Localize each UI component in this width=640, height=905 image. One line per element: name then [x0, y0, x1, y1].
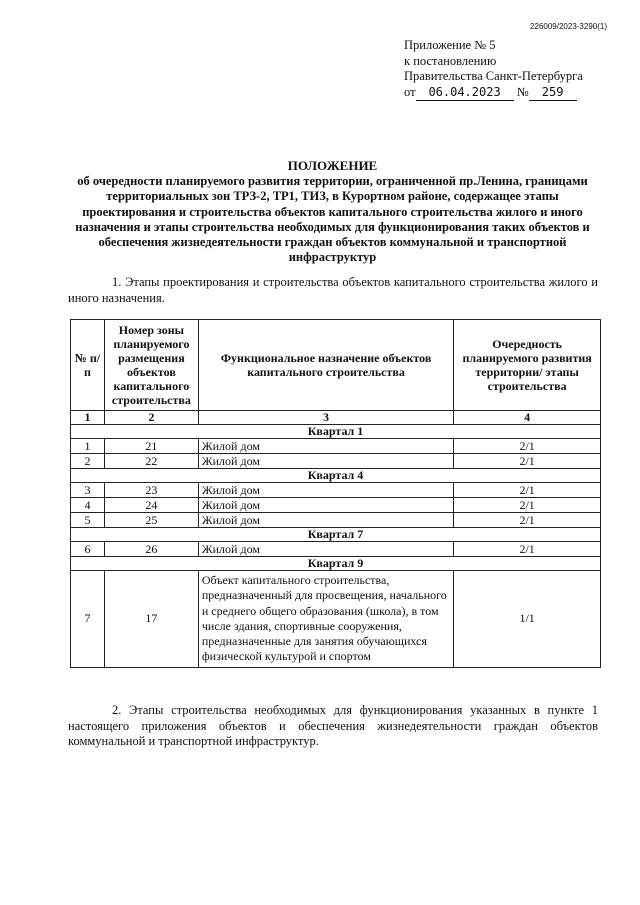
- row-number: 2: [71, 454, 105, 469]
- header-order: Очередность планируемого развития территории/ этапы строительства: [454, 320, 601, 411]
- appendix-line-2: к постановлению: [404, 53, 497, 68]
- appendix-block: [404, 38, 583, 101]
- purpose-cell: Жилой дом: [198, 542, 453, 557]
- purpose-cell: Жилой дом: [198, 439, 453, 454]
- quarter-row: [71, 528, 601, 542]
- stages-table: [70, 319, 601, 668]
- table-row: [71, 483, 601, 498]
- appendix-line-3: Правительства Санкт-Петербурга: [404, 69, 583, 83]
- order-cell: 1/1: [454, 571, 601, 668]
- col-number: 4: [454, 411, 601, 425]
- order-cell: 2/1: [454, 454, 601, 469]
- table-row: [71, 513, 601, 528]
- col-number: 1: [71, 411, 105, 425]
- purpose-cell: Жилой дом: [198, 498, 453, 513]
- order-cell: 2/1: [454, 439, 601, 454]
- row-number: 6: [71, 542, 105, 557]
- quarter-row: [71, 425, 601, 439]
- row-number: 4: [71, 498, 105, 513]
- quarter-label: Квартал 4: [71, 469, 601, 483]
- column-number-row: [71, 411, 601, 425]
- row-number: 1: [71, 439, 105, 454]
- order-cell: 2/1: [454, 483, 601, 498]
- document-title: [60, 158, 605, 265]
- purpose-cell: Жилой дом: [198, 483, 453, 498]
- table-header-row: [71, 320, 601, 411]
- header-purpose: Функциональное назначение объектов капитального строительства: [198, 320, 453, 411]
- quarter-label: Квартал 9: [71, 557, 601, 571]
- table-row: [71, 498, 601, 513]
- zone-number: 21: [104, 439, 198, 454]
- purpose-cell: Жилой дом: [198, 513, 453, 528]
- quarter-label: Квартал 7: [71, 528, 601, 542]
- quarter-row: [71, 557, 601, 571]
- order-cell: 2/1: [454, 498, 601, 513]
- col-number: 3: [198, 411, 453, 425]
- title-body: об очередности планируемого развития территории, ограниченной пр.Ленина, границами территориальных зон ТРЗ-2, ТР1, ТИЗ, в Курортном районе, содержащее этапы проектирования и строительства объектов капитального строительства жилого и иного назначения и этапы строительства необходимых для функционирования таких объектов и обеспечения жизнедеятельности граждан объектов коммунальной и транспортной инфраструктур: [75, 174, 590, 265]
- document-number: 226009/2023-3290(1): [530, 22, 607, 31]
- order-cell: 2/1: [454, 513, 601, 528]
- table-row: [71, 454, 601, 469]
- purpose-cell: Жилой дом: [198, 454, 453, 469]
- title-heading: ПОЛОЖЕНИЕ: [287, 158, 378, 173]
- zone-number: 22: [104, 454, 198, 469]
- table-row: [71, 439, 601, 454]
- row-number: 3: [71, 483, 105, 498]
- col-number: 2: [104, 411, 198, 425]
- paragraph-2: 2. Этапы строительства необходимых для функционирования указанных в пункте 1 настоящего приложения объектов и обеспечения жизнедеятельности граждан объектов коммунальной и транспортной инфраструктур.: [68, 703, 598, 748]
- table-row: [71, 542, 601, 557]
- number-prefix: №: [516, 84, 529, 99]
- zone-number: 26: [104, 542, 198, 557]
- paragraph-1: 1. Этапы проектирования и строительства объектов капитального строительства жилого и иного назначения.: [68, 275, 598, 305]
- zone-number: 24: [104, 498, 198, 513]
- appendix-date-line: [404, 85, 583, 102]
- zone-number: 25: [104, 513, 198, 528]
- quarter-row: [71, 469, 601, 483]
- date-prefix: от: [404, 84, 416, 99]
- quarter-label: Квартал 1: [71, 425, 601, 439]
- purpose-cell: Объект капитального строительства, предназначенный для просвещения, начального и среднего общего образования (школа), в том числе здания, спортивные сооружения, предназначенные для занятия обучающихся физической культурой и спортом: [198, 571, 453, 668]
- resolution-number: 259: [529, 85, 577, 102]
- appendix-line-1: Приложение № 5: [404, 38, 496, 52]
- zone-number: 17: [104, 571, 198, 668]
- row-number: 5: [71, 513, 105, 528]
- order-cell: 2/1: [454, 542, 601, 557]
- header-number: № п/п: [71, 320, 105, 411]
- row-number: 7: [71, 571, 105, 668]
- resolution-date: 06.04.2023: [416, 85, 514, 102]
- zone-number: 23: [104, 483, 198, 498]
- table-row: [71, 571, 601, 668]
- header-zone: Номер зоны планируемого размещения объектов капитального строительства: [104, 320, 198, 411]
